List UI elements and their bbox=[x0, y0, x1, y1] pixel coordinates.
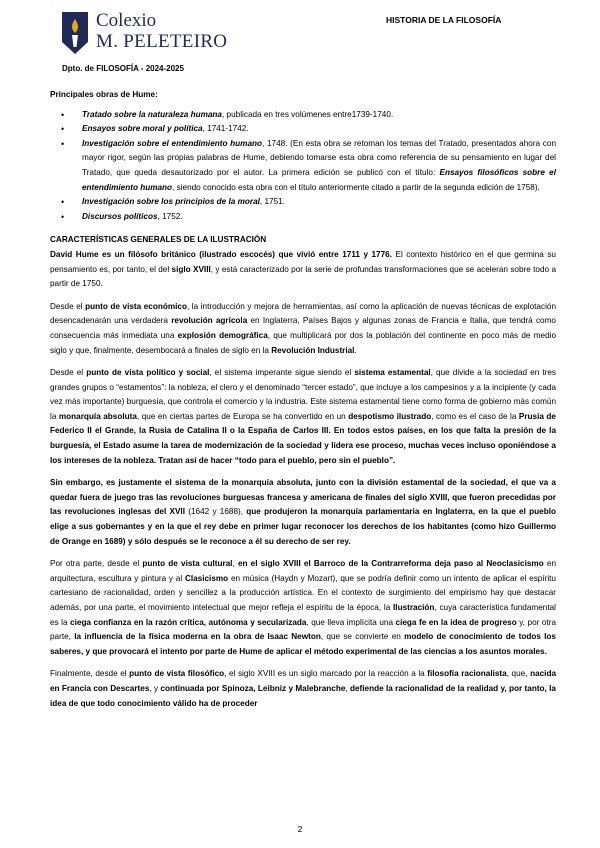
paragraph-economic: Desde el punto de vista económico, la introducción y mejora de herramientas, así como la aplicación de nuevas técnicas de explotación desencadenarán una verdadera revolución agrícola en Inglaterra, Países Bajos y algunas zonas de Francia e Italia, que tendrá como consecuencia más inmediata una explosión demográfica, que multiplicará por dos la población del continente en poco más de medio siglo y que, finalmente, desembocará a finales de siglo en la Revolución Industrial. bbox=[50, 301, 557, 355]
list-item: • Discursos políticos, 1752. bbox=[50, 210, 556, 225]
paragraph-context: David Hume es un filósofo británico (ilustrado escocés) que vivió entre 1711 y 1776. El contexto histórico en el que germina su pensamiento es, por tanto, el del siglo XVIII, y está caracterizado por la serie de profundas transformaciones que se aceleran sobre todo a partir de 1750. bbox=[50, 249, 556, 289]
list-item: • Ensayos sobre moral y política, 1741-1742. bbox=[50, 122, 556, 137]
paragraph-political: Desde el punto de vista político y social, el sistema imperante sigue siendo el sistema estamental, que divide a la sociedad en tres grandes grupos o “estamentos”: la nobleza, el clero y el denominado “tercer estado”, que incluye a los campesinos y a la incipiente (y cada vez más importante) burguesía, que controla el comercio y la industria. Este sistema estamental tiene como forma de gobierno más común la monarquía absoluta, que en ciertas partes de Europa se ha convertido en un despotismo ilustrado, como es el caso de la Prusia de Federico II el Grande, la Rusia de Catalina II o la España de Carlos III. En todos estos países, en los que falta la presión de la burguesía, el Estado asume la tarea de modernización de la sociedad y lidera ese proceso, muchas veces incluso oponiéndose a los intereses de la nobleza. Tratan así de hacer “todo para el pueblo, pero sin el pueblo”. bbox=[50, 368, 557, 465]
paragraph-revolutions: Sin embargo, es justamente el sistema de la monarquía absoluta, junto con la división estamental de la sociedad, el que va a quedar fuera de juego tras las revoluciones burguesas francesa y americana de finales del siglo XVIII, que fueron precedidas por las revoluciones inglesas del XVII (1642 y 1688), que produjeron la monarquía parlamentaria en Inglaterra, en la que el pueblo elige a sus gobernantes y en la que el rey debe en primer lugar reconocer los derechos de los habitantes (como hizo Guillermo de Orange en 1689) y sólo después se le reconoce a él su derecho de ser rey. bbox=[50, 478, 556, 546]
list-item: • Investigación sobre el entendimiento humano, 1748. (En esta obra se retoman los temas del Tratado, presentados ahora con mayor rigor, según las propias palabras de Hume, debiendo tomarse esta obra como referencia de su pensamiento en lugar del Tratado, que queda desautorizado por el autor. La primera edición se publicó con el título: Ensayos filosóficos sobre el entendimiento humano, siendo conocido esta obra con el título anteriormente citado a partir de la segunda edición de 1758). bbox=[50, 137, 556, 195]
section-heading: CARACTERÍSTICAS GENERALES DE LA ILUSTRACIÓN bbox=[50, 235, 267, 245]
list-item: • Investigación sobre los principios de la moral, 1751. bbox=[50, 195, 556, 210]
school-name-line1: Colexio bbox=[96, 10, 157, 31]
header-subject-title: HISTORIA DE LA FILOSOFÍA bbox=[386, 15, 502, 25]
paragraph-philosophical: Finalmente, desde el punto de vista filosófico, el siglo XVIII es un siglo marcado por la reacción a la filosofía racionalista, que, nacida en Francia con Descartes, y continuada por Spinoza, Leibniz y Malebranche, defiende la racionalidad de la realidad y, por tanto, la idea de que todo conocimiento válido ha de proceder bbox=[50, 669, 557, 708]
paragraph-cultural: Por otra parte, desde el punto de vista cultural, en el siglo XVIII el Barroco de la Contrarreforma deja paso al Neoclasicismo en arquitectura, escultura y pintura y al Clasicismo en música (Haydn y Mozart), que se podría definir como un intento de aplicar el espíritu cartesiano de racionalidad, orden y sencillez a la producción artística. En el contexto de surgimiento del empirismo hay que destacar además, por una parte, el movimiento intelectual que mejor refleja el espíritu de la época, la Ilustración, cuya característica fundamental es la ciega confianza en la razón crítica, autónoma y secularizada, que lleva implícita una ciega fe en la idea de progreso y, por otra parte, la influencia de la física moderna en la obra de Isaac Newton, que se convierte en modelo de conocimiento de todos los saberes, y que provocará el intento por parte de Hume de aplicar el método experimental de las ciencias a los asuntos morales. bbox=[50, 559, 556, 656]
document-body bbox=[50, 88, 556, 711]
works-heading: Principales obras de Hume: bbox=[50, 90, 158, 99]
school-name-line2: M. PELETEIRO bbox=[96, 31, 228, 52]
list-item: • Tratado sobre la naturaleza humana, publicada en tres volúmenes entre1739-1740. bbox=[50, 108, 556, 123]
department-label: Dpto. de FILOSOFÍA - 2024-2025 bbox=[62, 64, 184, 73]
school-name bbox=[96, 10, 227, 52]
page-number: 2 bbox=[297, 824, 303, 834]
works-list bbox=[50, 108, 556, 225]
school-logo-icon bbox=[62, 12, 88, 54]
